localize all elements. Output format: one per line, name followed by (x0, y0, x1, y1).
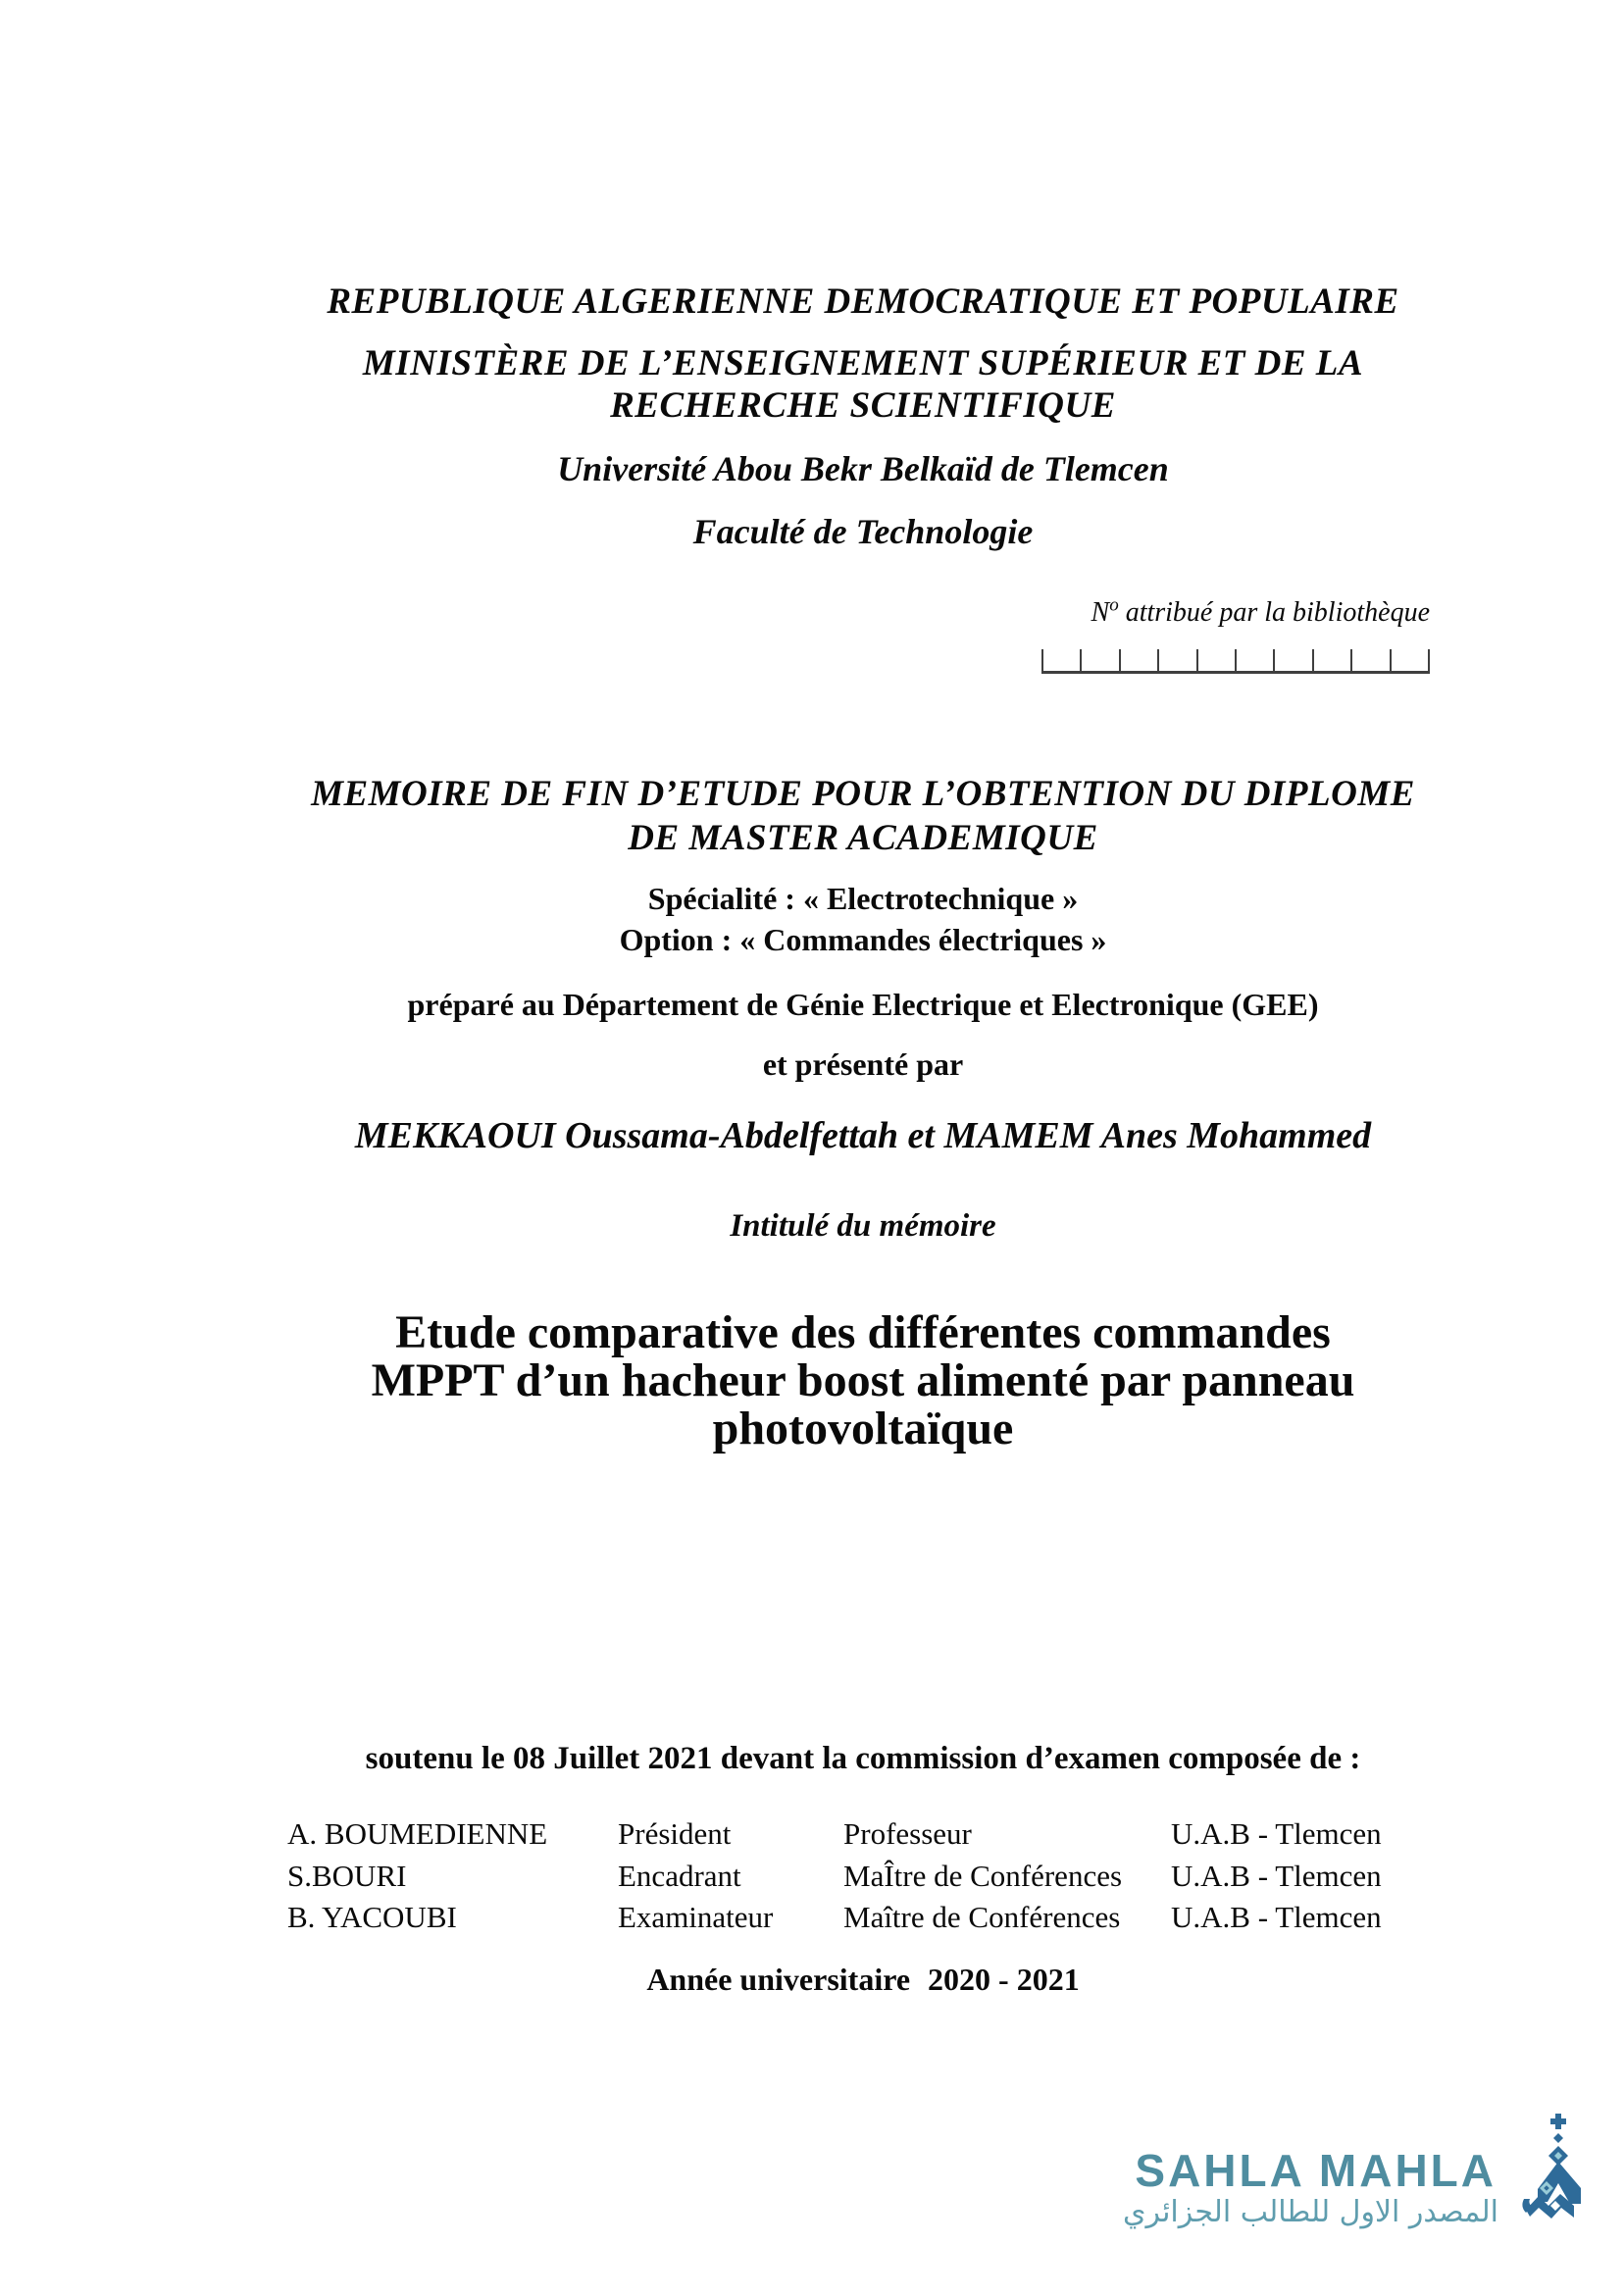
library-number-cell (1235, 649, 1273, 671)
ministry-line-2: RECHERCHE SCIENTIFIQUE (610, 385, 1116, 426)
authors-line: MEKKAOUI Oussama-Abdelfettah et MAMEM Anes Mohammed (354, 1115, 1372, 1156)
thesis-title-line-3: photovoltaïque (712, 1403, 1014, 1454)
committee-member-affiliation: U.A.B - Tlemcen (1171, 1900, 1382, 1934)
committee-table (287, 1813, 1410, 1939)
committee-member-name: B. YACOUBI (287, 1900, 457, 1934)
committee-member-affiliation: U.A.B - Tlemcen (1171, 1858, 1382, 1893)
library-number-cell (1157, 649, 1195, 671)
committee-member-role: Encadrant (618, 1858, 741, 1893)
sahla-mahla-brand-text: SAHLA MAHLA (1135, 2145, 1497, 2196)
library-number-cell (1080, 649, 1118, 671)
memoire-line-1: MEMOIRE DE FIN D’ETUDE POUR L’OBTENTION DU DIPLOME (311, 774, 1415, 814)
academic-year-value: 2020 - 2021 (928, 1962, 1080, 1997)
committee-member-grade: Professeur (843, 1816, 972, 1851)
ministry-heading (102, 342, 1624, 427)
specialite-line: Spécialité : « Electrotechnique » (647, 881, 1079, 916)
library-number-cell (1273, 649, 1311, 671)
academic-year-label: Année universitaire (646, 1962, 911, 1997)
library-number-cell (1390, 649, 1430, 671)
thesis-title-line-1: Etude comparative des différentes commandes (395, 1306, 1331, 1358)
committee-row (287, 1897, 1410, 1939)
presented-by-line: et présenté par (762, 1046, 964, 1082)
committee-row (287, 1813, 1410, 1856)
library-number-label-sup: o (1109, 594, 1119, 616)
academic-year-line (102, 1962, 1624, 1998)
library-number-cell (1312, 649, 1350, 671)
committee-member-role: Examinateur (618, 1900, 774, 1934)
committee-member-grade: MaÎtre de Conférences (843, 1858, 1123, 1893)
thesis-title (102, 1308, 1624, 1453)
sahla-mahla-logo-icon (1518, 2113, 1585, 2224)
library-number-cell (1196, 649, 1235, 671)
option-line: Option : « Commandes électriques » (619, 922, 1107, 957)
library-number-boxes (1041, 649, 1430, 674)
committee-member-affiliation: U.A.B - Tlemcen (1171, 1816, 1382, 1851)
committee-row (287, 1856, 1410, 1898)
republic-heading: REPUBLIQUE ALGERIENNE DEMOCRATIQUE ET POPULAIRE (327, 281, 1399, 322)
committee-member-name: S.BOURI (287, 1858, 407, 1893)
committee-member-role: Président (618, 1816, 732, 1851)
library-number-cell (1119, 649, 1157, 671)
ministry-line-1: MINISTÈRE DE L’ENSEIGNEMENT SUPÉRIEUR ET DE LA (362, 343, 1364, 383)
library-number-cell (1041, 649, 1080, 671)
library-number-label-rest: attribué par la bibliothèque (1118, 597, 1430, 628)
defense-intro-line: soutenu le 08 Juillet 2021 devant la commission d’examen composée de : (365, 1741, 1361, 1776)
thesis-title-line-2: MPPT d’un hacheur boost alimenté par panneau (371, 1354, 1355, 1406)
memoire-heading (102, 772, 1624, 860)
sahla-mahla-arabic-tagline: المصدر الاول للطالب الجزائري (1123, 2195, 1498, 2229)
intitule-label: Intitulé du mémoire (730, 1208, 996, 1244)
university-name: Université Abou Bekr Belkaïd de Tlemcen (557, 449, 1169, 488)
memoire-line-2: DE MASTER ACADEMIQUE (628, 818, 1098, 858)
prepared-line: préparé au Département de Génie Electrique et Electronique (GEE) (407, 987, 1319, 1022)
faculty-name: Faculté de Technologie (692, 512, 1034, 551)
library-number-cell (1350, 649, 1389, 671)
library-number-label (1091, 594, 1431, 629)
library-number-label-n: N (1091, 597, 1110, 628)
committee-member-grade: Maître de Conférences (843, 1900, 1121, 1934)
committee-member-name: A. BOUMEDIENNE (287, 1816, 548, 1851)
